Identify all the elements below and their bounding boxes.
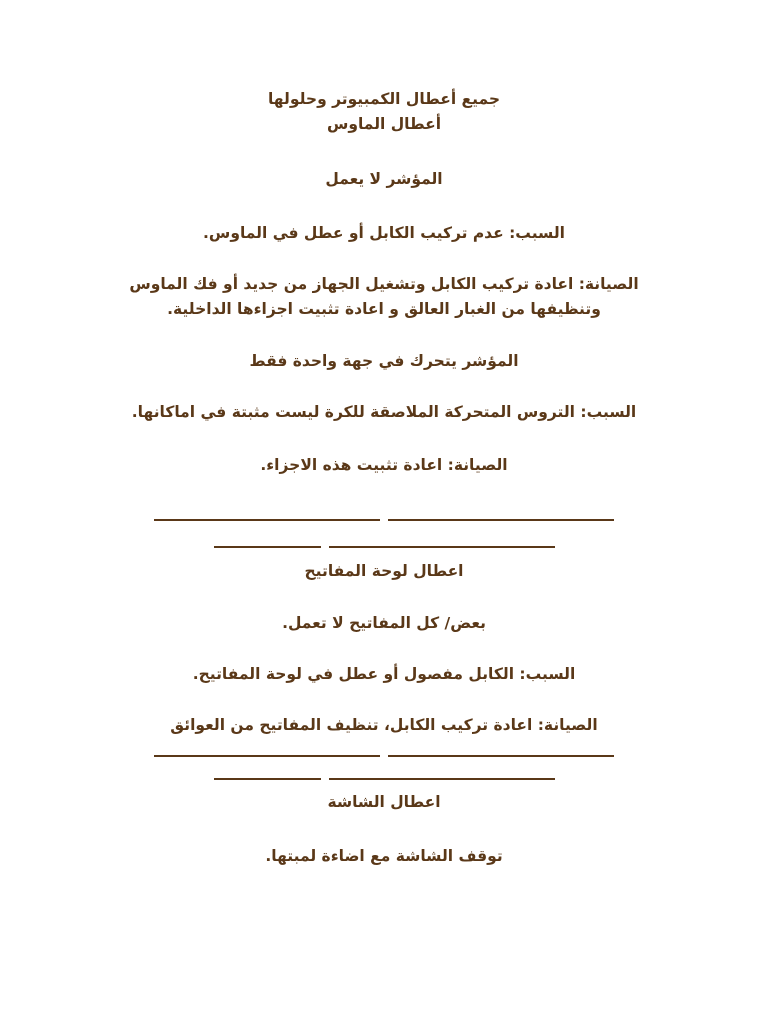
keyboard-fix-1: الصيانة: اعادة تركيب الكابل، تنظيف المفاتيح من العوائق [170, 716, 598, 734]
separator-rule [0, 755, 768, 757]
mouse-section-heading: أعطال الماوس [326, 115, 442, 133]
separator-rule [0, 519, 768, 521]
separator-rule [0, 546, 768, 548]
mouse-fix-1-line-2: وتنظيفها من الغبار العالق و اعادة تثبيت اجزاءها الداخلية. [167, 300, 601, 318]
mouse-fix-2: الصيانة: اعادة تثبيت هذه الاجزاء. [260, 456, 508, 474]
mouse-problem-2: المؤشر يتحرك في جهة واحدة فقط [249, 352, 519, 370]
keyboard-problem-1: بعض/ كل المفاتيح لا تعمل. [282, 614, 486, 632]
keyboard-cause-1: السبب: الكابل مفصول أو عطل في لوحة المفاتيح. [192, 665, 576, 683]
mouse-cause-1: السبب: عدم تركيب الكابل أو عطل في الماوس. [203, 224, 565, 242]
document-title: جميع أعطال الكمبيوتر وحلولها [267, 90, 501, 108]
mouse-problem-1: المؤشر لا يعمل [325, 170, 443, 188]
mouse-fix-1-line-1: الصيانة: اعادة تركيب الكابل وتشغيل الجهاز من جديد أو فك الماوس [129, 275, 639, 293]
keyboard-section-heading: اعطال لوحة المفاتيح [304, 562, 464, 580]
separator-rule [0, 778, 768, 780]
mouse-cause-2: السبب: التروس المتحركة الملاصقة للكرة ليست مثبتة في اماكانها. [131, 403, 637, 421]
screen-section-heading: اعطال الشاشة [327, 793, 441, 811]
screen-problem-1: توقف الشاشة مع اضاءة لمبتها. [265, 847, 503, 865]
